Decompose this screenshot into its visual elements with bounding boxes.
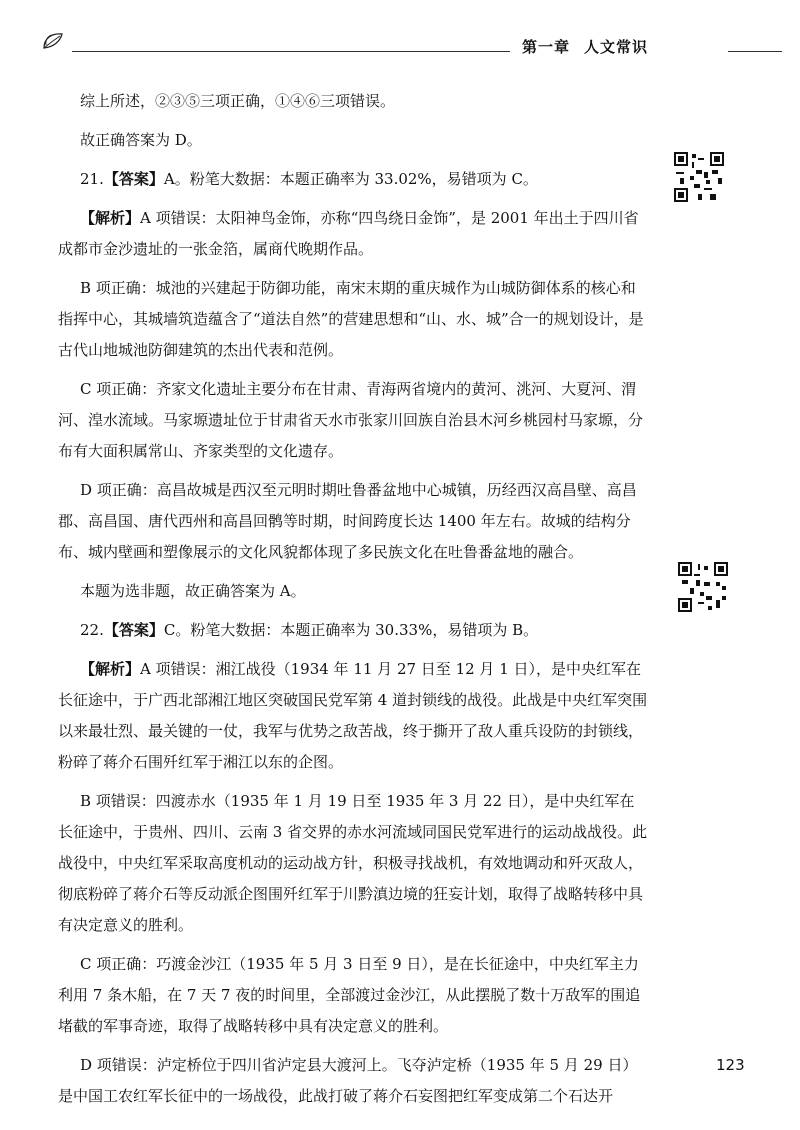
chapter-title bbox=[522, 36, 662, 57]
paragraph bbox=[58, 203, 648, 265]
paragraph-text: D 项正确：高昌故城是西汉至元明时期吐鲁番盆地中心城镇，历经西汉高昌壁、高昌郡、高昌国、唐代西州和高昌回鹘等时期，时间跨度长达 1400 年左右。故城的结构分布、城内壁画和塑像展示的文化风貌都体现了多民族文化在吐鲁番盆地的融合。 bbox=[58, 481, 637, 561]
paragraph-text: 本题为选非题，故正确答案为 A。 bbox=[80, 582, 306, 600]
paragraph-text: A 项错误：太阳神鸟金饰，亦称“四鸟绕日金饰”，是 2001 年出土于四川省成都市金沙遗址的一张金箔，属商代晚期作品。 bbox=[58, 209, 639, 258]
paragraph bbox=[58, 86, 648, 117]
paragraph-text: A 项错误：湘江战役（1934 年 11 月 27 日至 12 月 1 日），是中央红军在长征途中，于广西北部湘江地区突破国民党军第 4 道封锁线的战役。此战是中央红军突围以来最壮烈、最关键的一仗，我军与优势之敌苦战，终于撕开了敌人重兵设防的封锁线，粉碎了蒋介石围歼红军于湘江以东的企图。 bbox=[58, 660, 648, 771]
question-number: 21. bbox=[80, 170, 104, 188]
paragraph-text: 故正确答案为 D。 bbox=[80, 131, 202, 149]
paragraph bbox=[58, 273, 648, 366]
qr-code-icon bbox=[674, 152, 724, 202]
paragraph-text: C。粉笔大数据：本题正确率为 30.33%，易错项为 B。 bbox=[163, 621, 539, 639]
paragraph bbox=[58, 654, 648, 778]
paragraph bbox=[58, 949, 648, 1042]
page-body bbox=[58, 86, 648, 1120]
qr-code-icon bbox=[678, 562, 728, 612]
header-rule-left bbox=[72, 51, 510, 52]
paragraph-text: B 项错误：四渡赤水（1935 年 1 月 19 日至 1935 年 3 月 22 日），是中央红军在长征途中，于贵州、四川、云南 3 省交界的赤水河流域同国民党军进行的运动战战役。此战役中，中央红军采取高度机动的运动战方针，积极寻找战机，有效地调动和歼灭敌人，彻底粉碎了蒋介石等反动派企图围歼红军于川黔滇边境的狂妄计划，取得了战略转移中具有决定意义的胜利。 bbox=[58, 792, 648, 934]
chapter-number: 第一章 bbox=[522, 38, 571, 56]
paragraph-text: 综上所述，②③⑤三项正确，①④⑥三项错误。 bbox=[80, 92, 396, 110]
question-number: 22. bbox=[80, 621, 104, 639]
paragraph-text: C 项正确：巧渡金沙江（1935 年 5 月 3 日至 9 日），是在长征途中，中央红军主力利用 7 条木船，在 7 天 7 夜的时间里，全部渡过金沙江，从此摆脱了数十万敌军的围追堵截的军事奇迹，取得了战略转移中具有决定意义的胜利。 bbox=[58, 955, 641, 1035]
paragraph bbox=[58, 576, 648, 607]
section-tag: 【解析】 bbox=[80, 660, 141, 678]
section-tag: 【答案】 bbox=[103, 621, 164, 639]
paragraph-text: C 项正确：齐家文化遗址主要分布在甘肃、青海两省境内的黄河、洮河、大夏河、渭河、湟水流域。马家塬遗址位于甘肃省天水市张家川回族自治县木河乡桃园村马家塬，分布有大面积属常山、齐家类型的文化遗存。 bbox=[58, 380, 644, 460]
paragraph-text: A。粉笔大数据：本题正确率为 33.02%，易错项为 C。 bbox=[163, 170, 538, 188]
section-tag: 【答案】 bbox=[103, 170, 164, 188]
paragraph bbox=[58, 615, 648, 646]
page-number: 123 bbox=[716, 1056, 745, 1074]
paragraph bbox=[58, 164, 648, 195]
leaf-icon bbox=[40, 30, 70, 52]
paragraph bbox=[58, 125, 648, 156]
paragraph bbox=[58, 1050, 648, 1112]
paragraph bbox=[58, 786, 648, 941]
paragraph-text: B 项正确：城池的兴建起于防御功能，南宋末期的重庆城作为山城防御体系的核心和指挥中心，其城墙筑造蕴含了“道法自然”的营建思想和“山、水、城”合一的规划设计，是古代山地城池防御建筑的杰出代表和范例。 bbox=[58, 279, 644, 359]
paragraph bbox=[58, 475, 648, 568]
section-tag: 【解析】 bbox=[80, 209, 141, 227]
paragraph-text: D 项错误：泸定桥位于四川省泸定县大渡河上。飞夺泸定桥（1935 年 5 月 29 日）是中国工农红军长征中的一场战役，此战打破了蒋介石妄图把红军变成第二个石达开 bbox=[58, 1056, 638, 1105]
header-rule-right bbox=[728, 51, 782, 52]
paragraph bbox=[58, 374, 648, 467]
page-header bbox=[0, 0, 800, 70]
chapter-name: 人文常识 bbox=[584, 38, 649, 56]
